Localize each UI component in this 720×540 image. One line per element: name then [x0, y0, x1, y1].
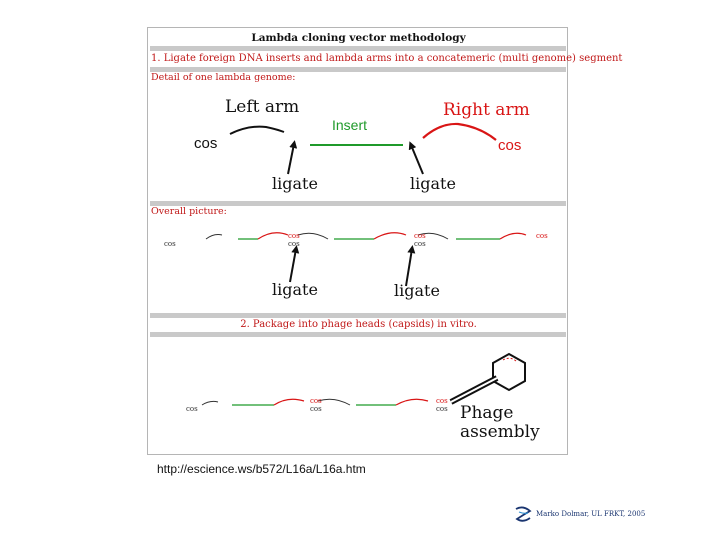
package-cos-5: cos	[436, 405, 448, 413]
step-2-top-band	[150, 313, 566, 318]
cos-label-right: cos	[498, 137, 522, 154]
overall-heading: Overall picture:	[151, 206, 227, 217]
diagram-graphics	[148, 28, 569, 456]
ligate-label-overall-right: ligate	[394, 281, 440, 300]
ligate-label-right: ligate	[410, 174, 456, 193]
overall-cos-3: cos	[288, 240, 300, 248]
step-2-bottom-band	[150, 332, 566, 337]
concatemer-strand	[206, 233, 526, 239]
insert-label: Insert	[332, 117, 368, 133]
phage-tail-core	[451, 378, 497, 402]
package-cos-4: cos	[436, 397, 448, 405]
overall-cos-6: cos	[536, 232, 548, 240]
ligate-label-overall-left: ligate	[272, 280, 318, 299]
overall-cos-4: cos	[414, 232, 426, 240]
cos-label-left: cos	[194, 135, 218, 152]
credit-block	[514, 506, 645, 522]
right-arm-strand	[423, 124, 496, 140]
ligate-arrow-overall-left	[290, 249, 296, 282]
dna-helix-icon	[514, 506, 532, 522]
package-cos-1: cos	[186, 405, 198, 413]
title-divider-band	[150, 46, 566, 51]
credit-text: Marko Dolmar, UL FRKT, 2005	[536, 510, 646, 518]
ligate-arrow-right	[411, 145, 423, 174]
detail-heading: Detail of one lambda genome:	[151, 72, 296, 83]
ligate-arrow-left	[288, 144, 294, 174]
phage-assembly-label	[460, 404, 540, 442]
phage-label-line2: assembly	[460, 422, 540, 442]
left-arm-label: Left arm	[225, 97, 300, 117]
overall-cos-1: cos	[164, 240, 176, 248]
package-cos-3: cos	[310, 405, 322, 413]
step-1-heading: 1. Ligate foreign DNA inserts and lambda arms into a concatemeric (multi genome) segment	[151, 53, 623, 64]
ligate-label-left: ligate	[272, 174, 318, 193]
figure-title: Lambda cloning vector methodology	[251, 32, 466, 44]
phage-label-line1: Phage	[460, 403, 514, 423]
source-url: http://escience.ws/b572/L16a/L16a.htm	[157, 462, 366, 476]
package-cos-2: cos	[310, 397, 322, 405]
step-2-heading: 2. Package into phage heads (capsids) in vitro.	[240, 319, 477, 330]
left-arm-strand	[230, 127, 284, 134]
lambda-cloning-figure	[147, 27, 623, 455]
phage-head-hexagon	[493, 354, 525, 390]
overall-cos-5: cos	[414, 240, 426, 248]
overall-cos-2: cos	[288, 232, 300, 240]
right-arm-label: Right arm	[443, 100, 530, 120]
